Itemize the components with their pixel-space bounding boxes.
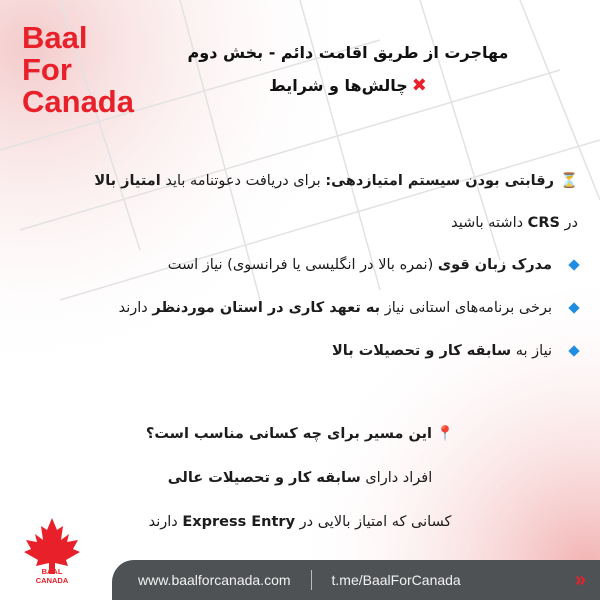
pin-icon: 📍 — [436, 426, 455, 442]
line1-prefix: افراد دارای — [360, 470, 433, 486]
list-item — [22, 287, 578, 330]
suitability-line-2 — [22, 500, 578, 544]
brand-line-3: Canada — [22, 84, 134, 119]
question-text: این مسیر برای چه کسانی مناسب است؟ — [145, 426, 432, 442]
diamond-bullet-icon — [568, 345, 579, 356]
telegram-link[interactable]: t.me/BaalForCanada — [331, 572, 461, 588]
main-content — [22, 160, 578, 373]
line2-suffix: دارند — [148, 514, 183, 530]
logo-text-canada: CANADA — [35, 576, 69, 585]
list-item-text: (نمره بالا در انگلیسی یا فرانسوی) نیاز است — [167, 257, 438, 273]
intro-tail: امتیاز بالا — [94, 173, 161, 189]
line2-bold: Express Entry — [182, 514, 296, 530]
brand-line-1: Baal — [22, 20, 88, 55]
brand-line-2: For — [22, 52, 72, 87]
intro-line2-prefix: در — [559, 215, 578, 231]
list-item-text: دارند — [118, 300, 153, 316]
intro-lead: رقابتی بودن سیستم امتیازدهی: — [325, 173, 554, 189]
list-item-bold: سابقه کار و تحصیلات بالا — [331, 343, 512, 359]
list-item — [22, 244, 578, 287]
intro-crs: CRS — [527, 215, 560, 231]
list-item-bold: به تعهد کاری در استان موردنظر — [152, 300, 381, 316]
line2-prefix: کسانی که امتیاز بالایی در — [295, 514, 452, 530]
title-block — [148, 36, 548, 102]
line1-bold: سابقه کار و تحصیلات عالی — [167, 470, 361, 486]
list-item-bold: مدرک زبان قوی — [437, 257, 552, 273]
footer-divider — [311, 570, 312, 590]
suitability-line-1 — [22, 456, 578, 500]
brand-wordmark — [22, 22, 134, 118]
website-link[interactable]: www.baalforcanada.com — [138, 572, 291, 588]
intro-line2-suffix: داشته باشید — [451, 215, 528, 231]
hourglass-icon: ⏳ — [559, 173, 578, 189]
section-question — [22, 412, 578, 456]
page-subtitle — [148, 69, 548, 102]
diamond-bullet-icon — [568, 302, 579, 313]
list-item — [22, 330, 578, 373]
intro-middle: برای دریافت دعوتنامه باید — [160, 173, 326, 189]
footer-bar — [112, 560, 600, 600]
page-subtitle-text: چالش‌ها و شرایط — [269, 76, 408, 95]
intro-paragraph — [22, 160, 578, 244]
cross-mark-icon: ✖ — [411, 75, 427, 96]
diamond-bullet-icon — [568, 259, 579, 270]
logo-text-baal: BAAL — [41, 567, 63, 576]
list-item-text: نیاز به — [511, 343, 552, 359]
double-chevron-right-icon[interactable]: » — [574, 569, 582, 591]
suitability-section — [22, 412, 578, 544]
list-item-text: برخی برنامه‌های استانی نیاز — [380, 300, 552, 316]
requirements-list — [22, 244, 578, 373]
maple-leaf-logo — [16, 516, 88, 586]
page-title: مهاجرت از طریق اقامت دائم - بخش دوم — [187, 43, 509, 62]
